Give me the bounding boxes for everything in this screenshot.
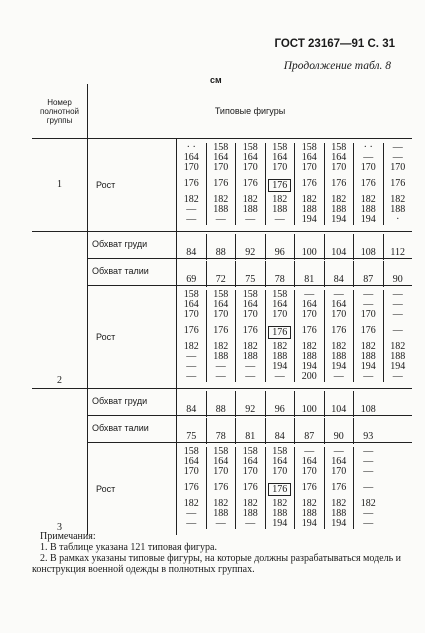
height-value: 194: [331, 361, 347, 372]
chest-value: 100: [295, 391, 325, 417]
figure-column: [207, 290, 237, 382]
height-value: —: [186, 351, 197, 362]
height-value: 182: [390, 194, 406, 205]
figure-column: [236, 143, 266, 225]
height-value: 176: [213, 325, 229, 336]
highlighted-height: 176: [268, 179, 291, 192]
height-value: —: [304, 289, 315, 300]
group2-chest-row: [32, 232, 412, 259]
height-value: 194: [331, 214, 347, 225]
group2-chest-label: Обхват груди: [88, 232, 177, 259]
height-value: 176: [183, 325, 199, 336]
figure-column: [325, 290, 355, 382]
chest-value: 108: [354, 234, 384, 260]
group2-grid: [177, 286, 413, 389]
figure-column: [236, 447, 266, 529]
group3-chest-row: [32, 389, 412, 416]
waist-value: 81: [295, 261, 325, 287]
height-value: 188: [360, 351, 376, 362]
group1-number: 1: [32, 139, 88, 232]
height-value: 200: [301, 371, 317, 382]
height-value: 170: [272, 162, 288, 173]
height-value: 188: [242, 204, 258, 215]
height-value: —: [186, 508, 197, 519]
group3-waist-values: [177, 416, 413, 443]
height-value: 170: [242, 309, 258, 320]
height-value: 164: [183, 456, 199, 467]
height-value: 194: [390, 361, 406, 372]
height-value: 182: [272, 498, 288, 509]
height-value: 158: [272, 446, 288, 457]
height-value: —: [392, 309, 403, 320]
height-value: 182: [390, 341, 406, 352]
height-value: —: [215, 518, 226, 529]
group2-waist-row: [32, 259, 412, 286]
height-value: 158: [213, 142, 229, 153]
height-value: 158: [301, 142, 317, 153]
group3-rost-row: [32, 443, 412, 536]
height-value: 170: [213, 466, 229, 477]
height-value: 188: [272, 508, 288, 519]
chest-value: 88: [207, 391, 237, 417]
chest-value: 84: [177, 234, 207, 260]
table-header-row: [32, 84, 412, 139]
figure-column: [207, 143, 237, 225]
height-value: 164: [301, 152, 317, 163]
units-label: см: [210, 75, 222, 85]
height-value: —: [363, 482, 374, 493]
height-value: 176: [331, 178, 347, 189]
height-value: 164: [272, 456, 288, 467]
height-value: 170: [183, 162, 199, 173]
chest-value: 104: [325, 391, 355, 417]
waist-value: 69: [177, 261, 207, 287]
height-value: 170: [390, 162, 406, 173]
height-value: —: [274, 371, 285, 382]
height-value: —: [333, 371, 344, 382]
height-value: 170: [301, 309, 317, 320]
height-value: 182: [272, 341, 288, 352]
height-value: 182: [360, 498, 376, 509]
chest-value: 84: [177, 391, 207, 417]
height-value: 188: [360, 204, 376, 215]
height-value: 164: [242, 456, 258, 467]
waist-value: 75: [236, 261, 266, 287]
height-value: 188: [242, 351, 258, 362]
height-value: —: [392, 299, 403, 310]
note-2: 2. В рамках указаны типовые фигуры, на которые должны разрабатываться модель и конструкция военной одежды в полнотных группах.: [32, 553, 402, 575]
height-value: 158: [272, 142, 288, 153]
height-value: —: [363, 456, 374, 467]
height-value: 158: [213, 289, 229, 300]
height-value: —: [363, 446, 374, 457]
height-value: 176: [213, 482, 229, 493]
height-value: —: [186, 371, 197, 382]
height-value: ·: [396, 214, 400, 225]
height-value: 164: [183, 152, 199, 163]
height-value: 158: [213, 446, 229, 457]
height-value: 170: [213, 309, 229, 320]
height-value: 194: [301, 214, 317, 225]
height-value: 182: [183, 498, 199, 509]
group3-grid: [177, 443, 413, 536]
chest-value: 88: [207, 234, 237, 260]
height-value: 182: [272, 194, 288, 205]
height-value: 170: [183, 466, 199, 477]
height-value: 182: [213, 341, 229, 352]
figure-column: [266, 290, 296, 382]
height-value: —: [392, 325, 403, 336]
height-value: —: [363, 289, 374, 300]
height-value: 158: [272, 289, 288, 300]
height-value: 182: [360, 341, 376, 352]
height-value: 170: [301, 162, 317, 173]
height-value: —: [363, 508, 374, 519]
height-value: —: [392, 142, 403, 153]
height-value: —: [392, 289, 403, 300]
highlighted-height: 176: [268, 483, 291, 496]
document-number: ГОСТ 23167—91 С. 31: [274, 38, 395, 50]
chest-value: 92: [236, 234, 266, 260]
figure-column: [325, 143, 355, 225]
height-value: —: [363, 152, 374, 163]
height-value: 170: [213, 162, 229, 173]
height-value: 194: [360, 361, 376, 372]
figure-column: [207, 447, 237, 529]
height-value: 188: [301, 351, 317, 362]
height-value: 188: [272, 351, 288, 362]
group3-chest-values: [177, 389, 413, 416]
height-value: 176: [390, 178, 406, 189]
group1-grid: [177, 139, 413, 232]
height-value: 188: [390, 351, 406, 362]
height-value: 158: [242, 142, 258, 153]
height-value: 188: [213, 508, 229, 519]
height-value: 170: [360, 162, 376, 173]
height-value: 164: [331, 299, 347, 310]
height-value: 170: [272, 466, 288, 477]
figure-column: [354, 290, 384, 382]
height-value: 182: [301, 194, 317, 205]
waist-value: 72: [207, 261, 237, 287]
height-value: 158: [183, 289, 199, 300]
height-value: 164: [301, 456, 317, 467]
chest-value: 96: [266, 234, 296, 260]
height-value: 164: [213, 152, 229, 163]
height-value: 182: [242, 194, 258, 205]
group-number-header: Номер полнотной группы: [32, 84, 88, 139]
chest-value: 112: [390, 247, 406, 258]
height-value: 182: [301, 341, 317, 352]
height-value: —: [392, 371, 403, 382]
chest-value: 104: [325, 234, 355, 260]
height-value: 182: [301, 498, 317, 509]
waist-value: 87: [354, 261, 384, 287]
height-value: —: [274, 214, 285, 225]
height-value: —: [363, 466, 374, 477]
height-value: —: [392, 152, 403, 163]
height-value: 188: [213, 351, 229, 362]
chest-value: 96: [266, 391, 296, 417]
chest-value: 92: [236, 391, 266, 417]
height-value: 188: [331, 351, 347, 362]
height-value: 158: [242, 446, 258, 457]
waist-value: 81: [236, 418, 266, 444]
chest-value: 108: [360, 404, 376, 415]
height-value: 176: [242, 325, 258, 336]
height-value: 164: [213, 456, 229, 467]
height-value: 176: [301, 325, 317, 336]
waist-value: 93: [363, 431, 374, 442]
height-value: 164: [331, 456, 347, 467]
group1-rost-row: [32, 139, 412, 232]
size-table: [32, 84, 412, 535]
height-value: [266, 326, 295, 336]
height-value: 170: [360, 309, 376, 320]
height-value: 170: [272, 309, 288, 320]
height-value: [266, 483, 295, 493]
waist-value: 75: [177, 418, 207, 444]
height-value: [266, 179, 295, 189]
figure-column: [295, 143, 325, 225]
height-value: 176: [301, 178, 317, 189]
figure-column: [295, 447, 325, 529]
height-value: 176: [183, 482, 199, 493]
height-value: 176: [331, 482, 347, 493]
height-value: 164: [331, 152, 347, 163]
figure-column: [384, 290, 413, 382]
height-value: 188: [301, 204, 317, 215]
height-value: 188: [242, 508, 258, 519]
waist-value: 84: [325, 261, 355, 287]
height-value: 164: [213, 299, 229, 310]
table-continuation-title: Продолжение табл. 8: [283, 60, 391, 72]
group2-chest-values: [177, 232, 413, 259]
height-value: —: [186, 204, 197, 215]
height-value: 164: [272, 299, 288, 310]
height-value: 194: [272, 518, 288, 529]
height-value: 158: [183, 446, 199, 457]
group3-waist-label: Обхват талии: [88, 416, 177, 443]
figure-column: [384, 143, 413, 225]
group2-rost-row: [32, 286, 412, 389]
height-value: 176: [213, 178, 229, 189]
height-value: 170: [183, 309, 199, 320]
group1-rost-label: Рост: [88, 139, 177, 232]
height-value: 170: [242, 162, 258, 173]
height-value: 182: [331, 341, 347, 352]
height-value: 176: [242, 482, 258, 493]
group2-number: 2: [32, 232, 88, 389]
height-value: —: [333, 289, 344, 300]
height-value: 188: [331, 508, 347, 519]
height-value: 182: [242, 341, 258, 352]
height-value: —: [215, 361, 226, 372]
height-value: 170: [301, 466, 317, 477]
height-value: —: [245, 361, 256, 372]
notes: [32, 531, 402, 575]
height-value: —: [186, 518, 197, 529]
height-value: —: [245, 371, 256, 382]
height-value: —: [333, 446, 344, 457]
notes-title: Примечания:: [40, 531, 96, 542]
height-value: 164: [183, 299, 199, 310]
height-value: 170: [331, 309, 347, 320]
group3-number: 3: [32, 389, 88, 536]
height-value: —: [363, 518, 374, 529]
group3-waist-row: [32, 416, 412, 443]
height-value: —: [245, 518, 256, 529]
height-value: 182: [242, 498, 258, 509]
height-value: 194: [272, 361, 288, 372]
group2-waist-label: Обхват талии: [88, 259, 177, 286]
height-value: 182: [331, 498, 347, 509]
figure-column: [295, 290, 325, 382]
waist-value: 84: [266, 418, 296, 444]
figure-column: [354, 447, 383, 529]
height-value: 170: [331, 466, 347, 477]
height-value: 194: [301, 361, 317, 372]
group2-waist-values: [177, 259, 413, 286]
height-value: 182: [360, 194, 376, 205]
height-value: 194: [331, 518, 347, 529]
height-value: 170: [242, 466, 258, 477]
waist-value: 87: [295, 418, 325, 444]
height-value: 176: [360, 178, 376, 189]
note-1: 1. В таблице указана 121 типовая фигура.: [40, 542, 217, 553]
height-value: 176: [360, 325, 376, 336]
height-value: 158: [331, 142, 347, 153]
height-value: —: [186, 361, 197, 372]
waist-value: 78: [207, 418, 237, 444]
figure-column: [177, 290, 207, 382]
height-value: 158: [242, 289, 258, 300]
height-value: —: [215, 214, 226, 225]
height-value: · ·: [186, 142, 196, 153]
height-value: 176: [183, 178, 199, 189]
height-value: —: [304, 446, 315, 457]
height-value: 176: [242, 178, 258, 189]
height-value: 164: [301, 299, 317, 310]
waist-value: 90: [325, 418, 355, 444]
height-value: 182: [213, 194, 229, 205]
group2-rost-label: Рост: [88, 286, 177, 389]
figure-column: [354, 143, 384, 225]
typical-figures-header: Типовые фигуры: [88, 84, 413, 139]
waist-value: 78: [266, 261, 296, 287]
figure-column: [177, 143, 207, 225]
height-value: 164: [242, 152, 258, 163]
height-value: 164: [272, 152, 288, 163]
height-value: · ·: [363, 142, 373, 153]
figure-column: [177, 447, 207, 529]
height-value: —: [245, 214, 256, 225]
highlighted-height: 176: [268, 326, 291, 339]
figure-column: [236, 290, 266, 382]
height-value: 194: [360, 214, 376, 225]
group3-rost-label: Рост: [88, 443, 177, 536]
chest-value: 100: [295, 234, 325, 260]
height-value: 182: [183, 194, 199, 205]
figure-column: [266, 143, 296, 225]
height-value: 194: [301, 518, 317, 529]
height-value: —: [215, 371, 226, 382]
figure-column: [266, 447, 296, 529]
height-value: 176: [301, 482, 317, 493]
height-value: 188: [301, 508, 317, 519]
height-value: 188: [272, 204, 288, 215]
height-value: 188: [331, 204, 347, 215]
height-value: —: [363, 299, 374, 310]
height-value: —: [186, 214, 197, 225]
height-value: 188: [390, 204, 406, 215]
waist-value: 90: [392, 274, 403, 285]
height-value: 188: [213, 204, 229, 215]
figure-column: [325, 447, 355, 529]
height-value: 176: [331, 325, 347, 336]
group3-chest-label: Обхват груди: [88, 389, 177, 416]
height-value: 182: [213, 498, 229, 509]
height-value: 182: [331, 194, 347, 205]
height-value: 182: [183, 341, 199, 352]
height-value: 164: [242, 299, 258, 310]
height-value: —: [363, 371, 374, 382]
height-value: 170: [331, 162, 347, 173]
